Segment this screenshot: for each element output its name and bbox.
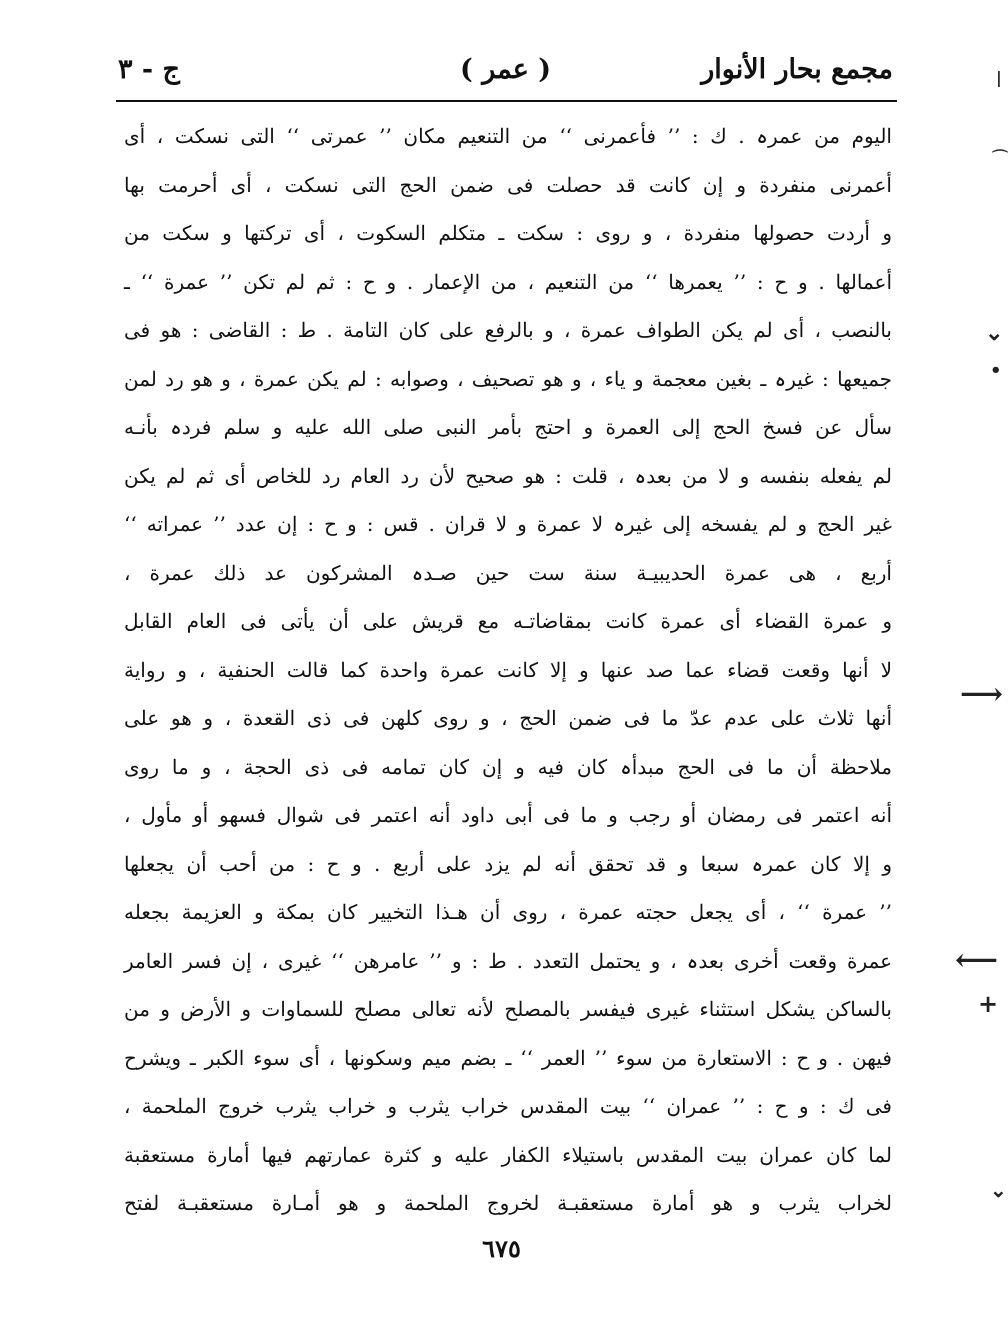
body-text — [124, 112, 892, 1228]
text-line: أربع ، هی عمرة الحدیبیـة سنة ست حین صـدہ المشركون عد ذلك عمرة ، — [124, 560, 892, 585]
header-rule — [116, 100, 897, 102]
margin-mark: • — [990, 360, 1002, 381]
text-line: فیهن . و ح : الاستعارة من سوء ’’ العمر ‘‘ ـ بضم میم وسكونها ، أی سوء الكبر ـ ویشرح — [124, 1045, 892, 1070]
text-line: عمرة وقعت أخری بعدہ ، و یحتمل التعدد . ط : و ’’ عامرهن ‘‘ غیری ، إن فسر العامر — [124, 948, 892, 973]
text-line: جمیعها : غیرہ ـ بغین معجمة و یاء ، و هو تصحیف ، وصوابه : لم یكن عمرة ، و هو رد لمن — [124, 366, 892, 391]
text-line: و عمرة القضاء أی عمرة كانت بمقاضاتـه مع قریش علی أن یأتی فی العام القابل — [124, 609, 892, 633]
entry-word: ( عمر ) — [460, 54, 551, 85]
text-line: لم یفعله بنفسه و لا من بعدہ ، قلت : هو صحیح لأن رد العام رد للخاص أی ثم لم یكن — [124, 463, 892, 488]
text-line: و إلا كان عمرہ سبعا و قد تحقق أنه لم یزد علی أربع . و ح : من أحب أن یجعلها — [124, 851, 893, 876]
text-line: أعمرنی منفردة و إن كانت قد حصلت فی ضمن الحج التی نسكت ، أی أحرمت بها — [124, 172, 892, 197]
text-line: بالساكن یشكل استثناء غیری فیفسر بالمصلح لأنه تعالی مصلح للسماوات و الأرض و من — [124, 997, 892, 1021]
text-line: أنها ثلاث علی عدم عدّ ما فی ضمن الحج ، و روی كلهن فی ذی القعدة ، و هو علی — [124, 706, 892, 730]
margin-mark: ⌄ — [990, 1178, 1007, 1202]
text-line: لا أنها وقعت قضاء عما صد عنها و إلا كانت عمرة واحدة كما قالت الحنفیة ، و روایة — [124, 657, 892, 682]
text-line: بالنصب ، أی لم یكن الطواف عمرة ، و بالرفع علی كان التامة . ط : القاضی : هو فی — [124, 318, 892, 342]
margin-mark: ⌒ — [992, 148, 1008, 167]
margin-mark: + — [978, 989, 999, 1018]
text-line: ملاحظة أن ما فی الحج مبدأہ كان فیه و إن كان تمامه فی ذی الحجة ، و ما روی — [124, 754, 892, 779]
text-line: لخراب یثرب و هو أمارة مستعقبـة لخروج الملحمة و هو أمـارة مستعقبـة لفتح — [124, 1191, 892, 1215]
text-line: غیر الحج و لم یفسخه إلی غیرہ لا عمرة و لا قران . قس : و ح : إن عدد ’’ عمراته ‘‘ — [124, 512, 892, 536]
running-header — [118, 50, 893, 94]
text-line: فی ك : و ح : ’’ عمران ‘‘ بیت المقدس خراب یثرب و خراب یثرب خروج الملحمة ، — [124, 1094, 892, 1118]
margin-mark: ⌄ — [985, 320, 1004, 346]
text-line: أعمالها . و ح : ’’ یعمرها ‘‘ من التنعیم ، من الإعمار . و ح : ثم لم تكن ’’ عمرة ‘‘ ـ — [124, 269, 892, 294]
book-title: مجمع بحار الأنوار — [701, 54, 893, 85]
margin-mark: | — [996, 68, 1002, 87]
text-line: و أردت حصولها منفردة ، و روی : سكت ـ متكلم السكوت ، أی تركتها و سكت من — [124, 221, 892, 245]
margin-mark: ⟵ — [955, 943, 995, 978]
text-line: سأل عن فسخ الحج إلی العمرة و احتج بأمر النبی صلی الله علیه و سلم فردہ بأنـه — [124, 415, 892, 439]
page-number: ٦٧٥ — [482, 1234, 521, 1263]
text-line: ’’ عمرة ‘‘ ، أی یجعل حجته عمرة ، روی أن هـذا التخییر كان بمكة و العزیمة بجعله — [124, 900, 892, 924]
margin-mark: ⟶ — [960, 677, 1000, 712]
text-line: اليوم من عمرہ . ك : ’’ فأعمرنی ‘‘ من التنعیم مكان ’’ عمرتی ‘‘ التی نسكت ، أی — [124, 124, 892, 148]
text-line: لما كان عمران بیت المقدس باستیلاء الكفار علیه و كثرة عمارتهم فیها أمارة مستعقبة — [124, 1142, 892, 1167]
volume-number: ج - ٣ — [118, 54, 180, 85]
text-line: أنه اعتمر فی رمضان أو رجب و ما فی أبی داود أنه اعتمر فی شوال فسهو أو مأول ، — [124, 803, 892, 827]
